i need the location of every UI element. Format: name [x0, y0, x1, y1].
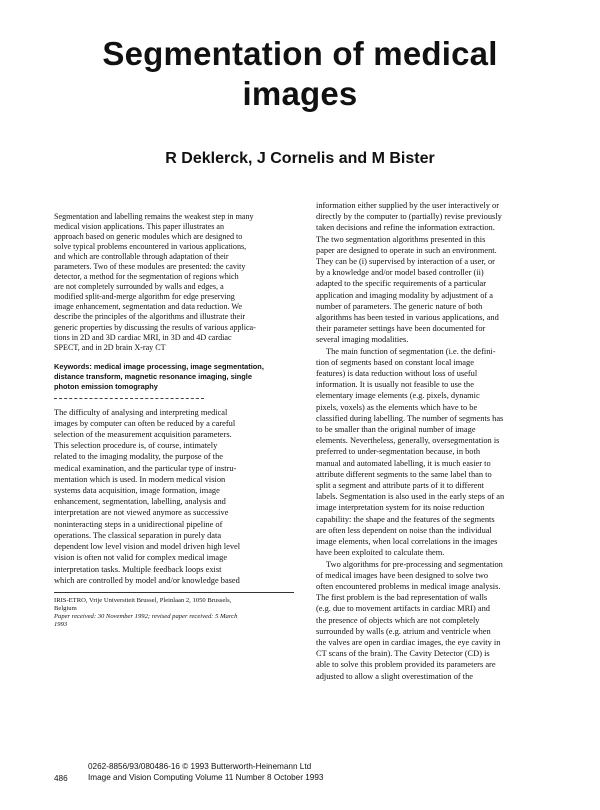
abstract-line: solve typical problems encountered in various applications, [54, 242, 247, 252]
body-line: pixels, voxels) as the elements which have to be [316, 402, 478, 412]
body-line: adjusted to allow a slight overestimation of the [316, 671, 473, 681]
body-line: The difficulty of analysing and interpreting medical [54, 407, 228, 417]
abstract [54, 212, 294, 353]
body-line: by a knowledge and/or model based controller (ii) [316, 268, 484, 278]
abstract-line: and which are controllable through adaptation of their [54, 252, 229, 262]
body-line: information. It is usually not feasible to use the [316, 380, 474, 390]
body-line: are often less dependent on noise than the individual [316, 525, 492, 535]
body-line: attribute different segments to the same label than to [316, 469, 492, 479]
right-column [316, 200, 556, 682]
body-line: adapted to the specific requirements of a particular [316, 279, 486, 289]
body-line: able to solve this problem provided its parameters are [316, 660, 496, 670]
affiliation-line: IRIS-ETRO, Vrije Universiteit Brussel, Pleinlaan 2, 1050 Brussels, [54, 596, 232, 604]
abstract-line: Segmentation and labelling remains the weakest step in many [54, 212, 254, 221]
body-line: enhancement, segmentation, labelling, analysis and [54, 497, 226, 507]
body-line: vision is often not valid for complex medical image [54, 553, 228, 563]
journal-citation: Image and Vision Computing Volume 11 Number 8 October 1993 [88, 773, 324, 782]
body-line: taken decisions and refine the information extraction. [316, 223, 495, 233]
body-line: operations. The classical separation in purely data [54, 530, 222, 540]
body-line: information either supplied by the user interactively or [316, 201, 500, 210]
abstract-line: tions in 2D and 3D cardiac MRI, in 3D and 4D cardiac [54, 332, 232, 342]
body-line: application and imaging modality by adjustment of a [316, 290, 493, 300]
body-line: which are controlled by model and/or knowledge based [54, 575, 240, 585]
body-line: preferred to under-segmentation because, in both [316, 447, 481, 457]
body-line: surrounded by walls (e.g. atrium and ventricle when [316, 626, 491, 636]
body-line: (e.g. due to movement artifacts in cardiac MRI) and [316, 604, 490, 614]
body-line: tion of segments based on constant local image [316, 357, 474, 367]
body-line: split a segment and attribute parts of it to different [316, 481, 484, 491]
body-line: features) is data reduction without loss of useful [316, 369, 478, 379]
body-line: mentation which is used. In modern medical vision [54, 474, 226, 484]
page-number: 486 [54, 774, 68, 783]
body-line: capability: the shape and the features of the segments [316, 514, 495, 524]
body-line: CT scans of the brain). The Cavity Detector (CD) is [316, 649, 490, 659]
keywords [54, 362, 294, 392]
body-line: selection of the measurement acquisition parameters. [54, 430, 232, 440]
affiliation-line: Belgium [54, 604, 77, 612]
abstract-line: generic properties by discussing the results of various applica- [54, 322, 256, 332]
body-line: interpretation are not viewed anymore as successive [54, 508, 229, 518]
body-line: labels. Segmentation is also used in the early steps of an [316, 492, 505, 502]
received-line: Paper received: 30 November 1992; revised paper received: 5 March [54, 612, 238, 620]
body-line: images by computer can often be reduced by a careful [54, 418, 236, 428]
copyright-code: 0262-8856/93/080486-16 © 1993 Butterworth-Heinemann Ltd [88, 762, 312, 771]
body-line: several imaging modalities. [316, 335, 409, 345]
body-line: Two algorithms for pre-processing and segmentation [326, 559, 503, 569]
body-line: manual and automated labelling, it is much easier to [316, 458, 491, 468]
received-line: 1993 [54, 620, 68, 628]
authors: R Deklerck, J Cornelis and M Bister [165, 150, 435, 167]
section-divider [54, 398, 204, 399]
body-line: the presence of objects which are not completely [316, 615, 480, 625]
body-line: interpretation tasks. Multiple feedback loops exist [54, 564, 222, 574]
body-line: image elements, when local correlations in the images [316, 537, 498, 547]
abstract-line: parameters. Two of these modules are presented: the cavity [54, 262, 246, 272]
abstract-line: are not completely surrounded by walls and edges, a [54, 282, 224, 292]
body-line: elementary image elements (e.g. pixels, dynamic [316, 391, 480, 401]
abstract-line: SPECT, and in 2D brain X-ray CT [54, 342, 166, 352]
body-line: They can be (i) supervised by interaction of a user, or [316, 257, 495, 267]
body-line: dependent low level vision and model driven high level [54, 542, 241, 552]
body-line: often encountered problems in medical image analysis. [316, 581, 501, 591]
body-line: elements. Nevertheless, generally, oversegmentation is [316, 436, 500, 446]
introduction-text [54, 407, 294, 586]
body-line: algorithms has been tested in various applications, and [316, 313, 499, 323]
body-line: paper are designed to operate in such an environment. [316, 245, 497, 255]
abstract-line: image enhancement, segmentation and data reduction. We [54, 302, 242, 312]
body-line: of medical images have been designed to solve two [316, 570, 489, 580]
left-column [54, 212, 294, 629]
paper-title [0, 34, 600, 114]
body-line: This selection procedure is, of course, intimately [54, 441, 218, 451]
title-line-2: images [242, 75, 358, 112]
body-line: medical examination, and the particular type of instru- [54, 463, 237, 473]
keywords-line: distance transform, magnetic resonance imaging, single [54, 371, 252, 381]
body-line: The two segmentation algorithms presented in this [316, 234, 486, 244]
body-line: number of parameters. The generic nature of both [316, 301, 483, 311]
body-line: systems data acquisition, image formation, image [54, 486, 220, 496]
abstract-line: medical vision applications. This paper illustrates an [54, 222, 225, 232]
footnote-rule [54, 592, 294, 593]
body-line: classified during labelling. The number of segments has [316, 413, 504, 423]
body-line: their parameter settings have been documented for [316, 324, 486, 334]
keywords-line: Keywords: medical image processing, image segmentation, [54, 361, 264, 371]
body-line: related to the imaging modality, the purpose of the [54, 452, 224, 462]
body-line: The first problem is the bad representation of walls [316, 593, 488, 603]
received-note [54, 613, 294, 629]
abstract-line: describe the principles of the algorithms and illustrate their [54, 312, 246, 322]
affiliation [54, 597, 294, 613]
abstract-line: approach based on generic modules which are designed to [54, 232, 243, 242]
body-line: to be smaller than the original number of image [316, 425, 476, 435]
abstract-line: modified split-and-merge algorithm for edge preserving [54, 292, 235, 302]
keywords-line: photon emission tomography [54, 381, 158, 391]
body-line: image interpretation system for its noise reduction [316, 503, 485, 513]
body-line: noninteracting steps in a unidirectional pipeline of [54, 519, 223, 529]
body-line: The main function of segmentation (i.e. the defini- [326, 346, 496, 356]
body-line: the valves are open in cardiac images, the eye cavity in [316, 637, 501, 647]
title-line-1: Segmentation of medical [102, 35, 498, 72]
body-line: have been exploited to calculate them. [316, 548, 445, 558]
abstract-line: detector, a method for the segmentation of regions which [54, 272, 239, 282]
body-line: directly by the computer to (partially) revise previously [316, 212, 502, 222]
